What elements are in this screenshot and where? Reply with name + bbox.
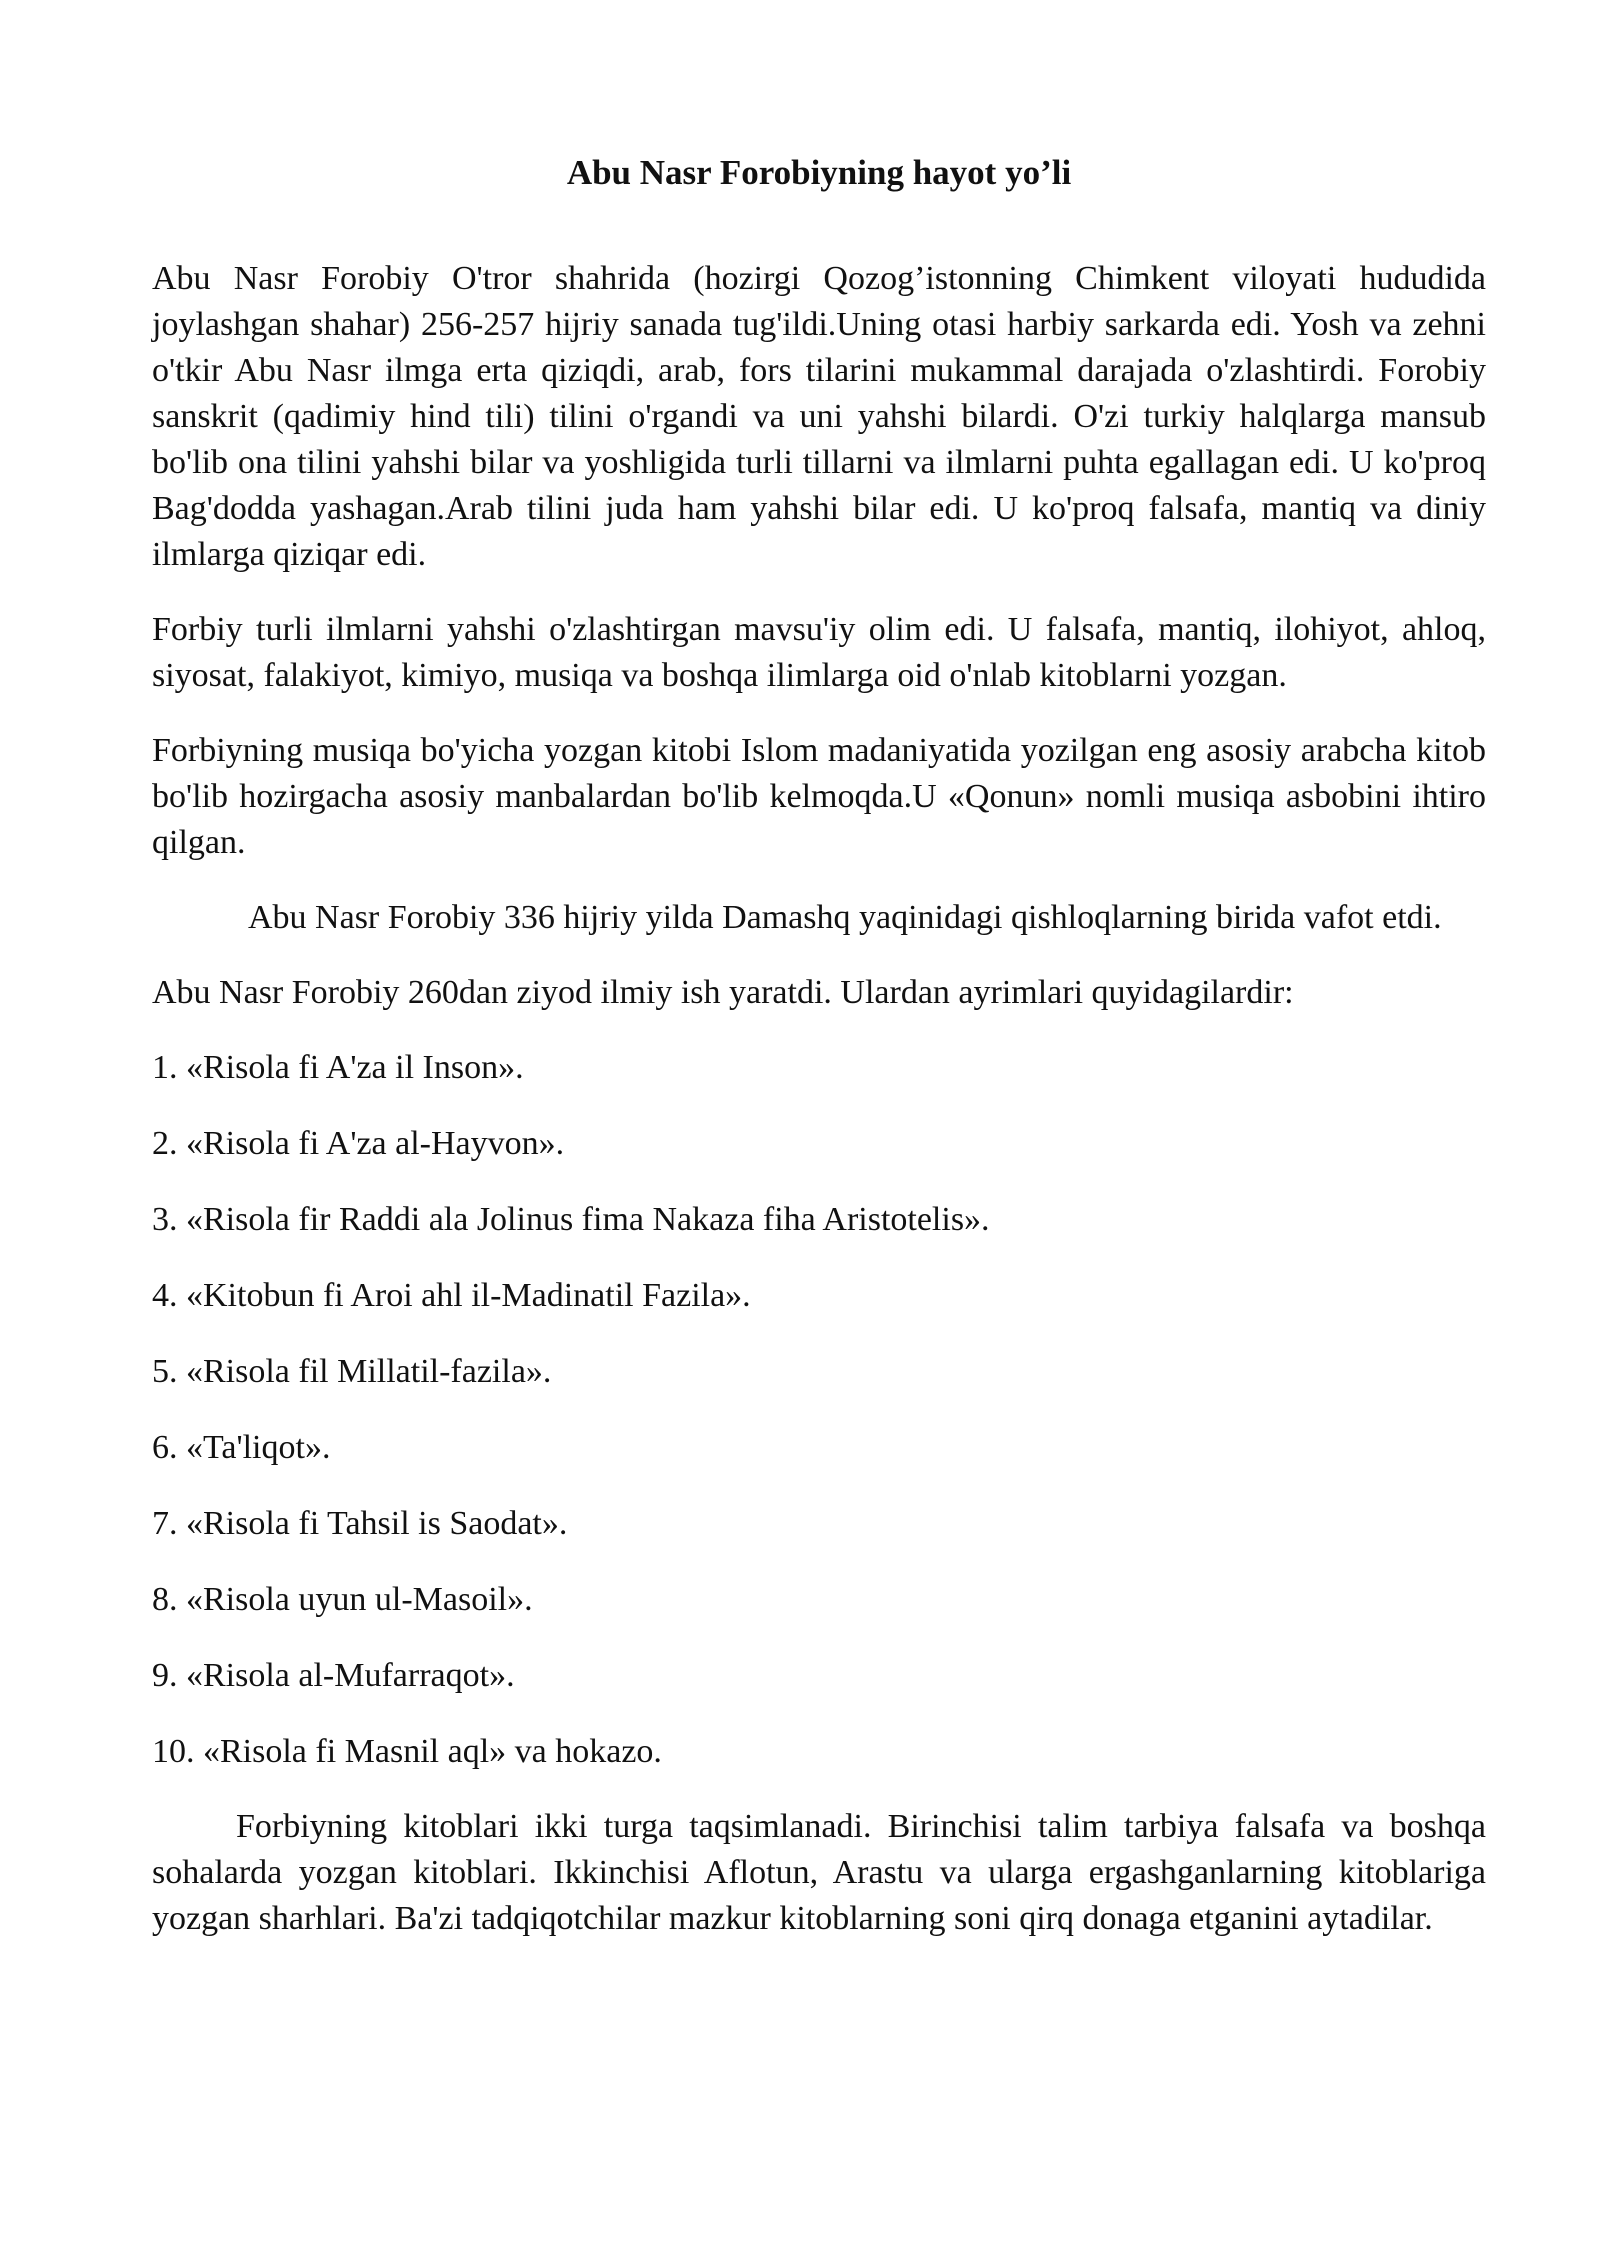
works-list-item: 10. «Risola fi Masnil aql» va hokazo. [152,1733,662,1770]
works-list-item: 9. «Risola al-Mufarraqot». [152,1657,515,1694]
works-list-item: 8. «Risola uyun ul-Masoil». [152,1581,533,1618]
paragraph-closing: Forbiyning kitoblari ikki turga taqsimlanadi. Birinchisi talim tarbiya falsafa va boshqa sohalarda yozgan kitoblari. Ikkinchisi Aflotun, Arastu va ularga ergashganlarning kitoblariga yozgan sharhlari. Ba'zi tadqiqotchilar mazkur kitoblarning soni qirq donaga etganini aytadilar. [152,1808,1486,1937]
document-body [152,150,1486,1971]
works-list [152,1045,1486,1775]
works-list-item: 4. «Kitobun fi Aroi ahl il-Madinatil Fazila». [152,1277,751,1314]
works-list-item: 6. «Ta'liqot». [152,1429,331,1466]
paragraph-music: Forbiyning musiqa bo'yicha yozgan kitobi Islom madaniyatida yozilgan eng asosiy arabcha kitob bo'lib hozirgacha asosiy manbalardan bo'lib kelmoqda.U «Qonun» nomli musiqa asbobini ihtiro qilgan. [152,732,1486,861]
works-list-item: 7. «Risola fi Tahsil is Saodat». [152,1505,568,1542]
paragraph-works-intro: Abu Nasr Forobiy 260dan ziyod ilmiy ish yaratdi. Ulardan ayrimlari quyidagilardir: [152,974,1294,1011]
works-list-item: 2. «Risola fi A'za al-Hayvon». [152,1125,565,1162]
works-list-item: 3. «Risola fir Raddi ala Jolinus fima Nakaza fiha Aristotelis». [152,1201,990,1238]
paragraph-scholarship: Forbiy turli ilmlarni yahshi o'zlashtirgan mavsu'iy olim edi. U falsafa, mantiq, ilohiyot, ahloq, siyosat, falakiyot, kimiyo, musiqa va boshqa ilimlarga oid o'nlab kitoblarni yozgan. [152,611,1486,694]
works-list-item: 5. «Risola fil Millatil-fazila». [152,1353,552,1390]
works-list-item: 1. «Risola fi A'za il Inson». [152,1049,524,1086]
document-title: Abu Nasr Forobiyning hayot yo’li [566,153,1072,192]
paragraph-biography: Abu Nasr Forobiy O'tror shahrida (hozirgi Qozog’istonning Chimkent viloyati hududida joylashgan shahar) 256-257 hijriy sanada tug'ildi.Uning otasi harbiy sarkarda edi. Yosh va zehni o'tkir Abu Nasr ilmga erta qiziqdi, arab, fors tilarini mukammal darajada o'zlashtirdi. Forobiy sanskrit (qadimiy hind tili) tilini o'rgandi va uni yahshi bilardi. O'zi turkiy halqlarga mansub bo'lib ona tilini yahshi bilar va yoshligida turli tillarni va ilmlarni puhta egallagan edi. U ko'proq Bag'dodda yashagan.Arab tilini juda ham yahshi bilar edi. U ko'proq falsafa, mantiq va diniy ilmlarga qiziqar edi. [152,260,1486,573]
paragraph-death: Abu Nasr Forobiy 336 hijriy yilda Damashq yaqinidagi qishloqlarning birida vafot etdi. [248,899,1442,936]
